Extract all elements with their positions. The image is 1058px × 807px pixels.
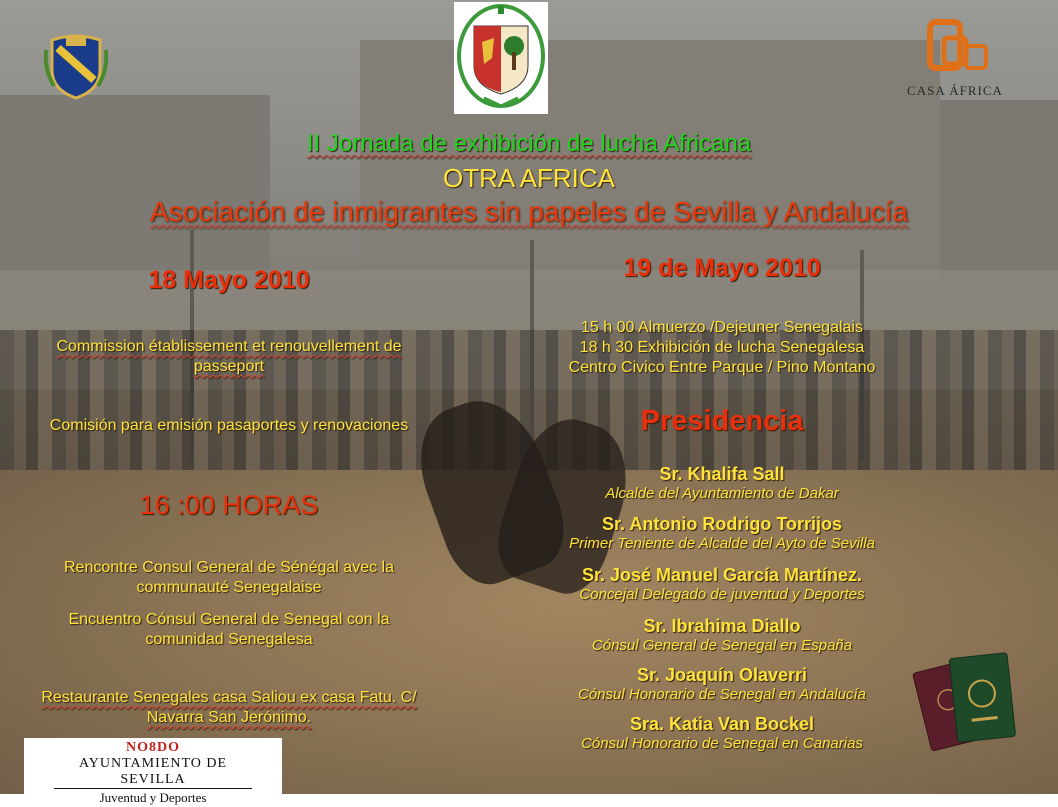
presidency-member <box>482 463 962 513</box>
casa-africa-logo-text: CASA ÁFRICA <box>907 83 1003 98</box>
member-name: Sr. Ibrahima Diallo <box>643 616 801 636</box>
day1-item-passport-es <box>40 416 418 436</box>
member-name: Sr. Khalifa Sall <box>659 464 785 484</box>
organizer-title-text: Asociación de inmigrantes sin papeles de Sevilla y Andalucía <box>149 196 908 227</box>
presidency-title <box>482 405 962 438</box>
background-building-center <box>360 40 940 280</box>
casa-africa-logo <box>900 18 1010 100</box>
ayuntamiento-name: AYUNTAMIENTO DE SEVILLA <box>54 756 252 789</box>
day1-item-meeting-fr-text: Rencontre Consul General de Sénégal avec la communauté Senegalaise <box>64 559 394 596</box>
schedule-item: Centro Civico Entre Parque / Pino Montano <box>568 359 876 376</box>
day1-item-restaurant <box>40 688 418 728</box>
member-role: Cónsul General de Senegal en España <box>591 637 853 654</box>
member-role: Alcalde del Ayuntamiento de Dakar <box>605 485 839 502</box>
senegal-seal-logo <box>454 2 548 114</box>
day2-date <box>482 254 962 283</box>
day2-schedule <box>482 318 962 378</box>
presidency-title-text: Presidencia <box>640 405 804 437</box>
member-name: Sr. Joaquín Olaverri <box>636 665 808 685</box>
event-title: II Jornada de exhibición de lucha Africana <box>306 130 752 157</box>
organizer-title <box>0 196 1058 228</box>
crest-logo <box>44 30 108 100</box>
presidency-member <box>482 564 962 615</box>
day1-item-meeting-fr <box>40 558 418 598</box>
presidency-member <box>482 664 962 713</box>
no8do-brand: NO8DO <box>126 740 180 755</box>
day2-date-text: 19 de Mayo 2010 <box>623 254 821 282</box>
member-role: Primer Teniente de Alcalde del Ayto de Sevilla <box>569 535 875 552</box>
day1-item-passport-fr-text: Commission établissement et renouvellement de passeport <box>56 338 402 375</box>
day1-item-meeting-es <box>40 610 418 650</box>
day1-item-meeting-es-text: Encuentro Cónsul General de Senegal con la comunidad Senegalesa <box>68 611 390 648</box>
passports-image <box>908 648 1018 758</box>
day1-time <box>40 490 418 521</box>
event-subtitle: OTRA AFRICA <box>443 163 615 193</box>
member-name: Sr. José Manuel García Martínez. <box>581 565 863 585</box>
day1-item-passport-es-text: Comisión para emisión pasaportes y renovaciones <box>49 417 409 434</box>
presidency-member <box>482 615 962 664</box>
member-role: Cónsul Honorario de Senegal en Andalucía <box>578 686 866 703</box>
presidency-member <box>482 513 962 564</box>
day1-date <box>40 266 418 295</box>
day1-item-restaurant-text: Restaurante Senegales casa Saliou ex casa Fatu. C/ Navarra San Jerónimo. <box>41 689 417 726</box>
member-name: Sr. Antonio Rodrigo Torrijos <box>602 514 842 534</box>
member-role: Cónsul Honorario de Senegal en Canarias <box>581 735 863 752</box>
member-role: Concejal Delegado de juventud y Deportes <box>579 586 865 603</box>
day1-item-passport-fr <box>40 337 418 377</box>
day1-date-text: 18 Mayo 2010 <box>148 266 310 294</box>
day1-time-text: 16 :00 HORAS <box>139 490 319 520</box>
schedule-item: 18 h 30 Exhibición de lucha Senegalesa <box>579 339 865 356</box>
member-name: Sra. Katia Van Bockel <box>629 714 815 734</box>
presidency-member <box>482 713 962 761</box>
ayuntamiento-department: Juventud y Deportes <box>99 790 207 805</box>
schedule-item: 15 h 00 Almuerzo /Dejeuner Senegalais <box>581 319 863 336</box>
presidency-list <box>482 463 962 761</box>
ayuntamiento-sevilla-logo <box>24 738 282 805</box>
